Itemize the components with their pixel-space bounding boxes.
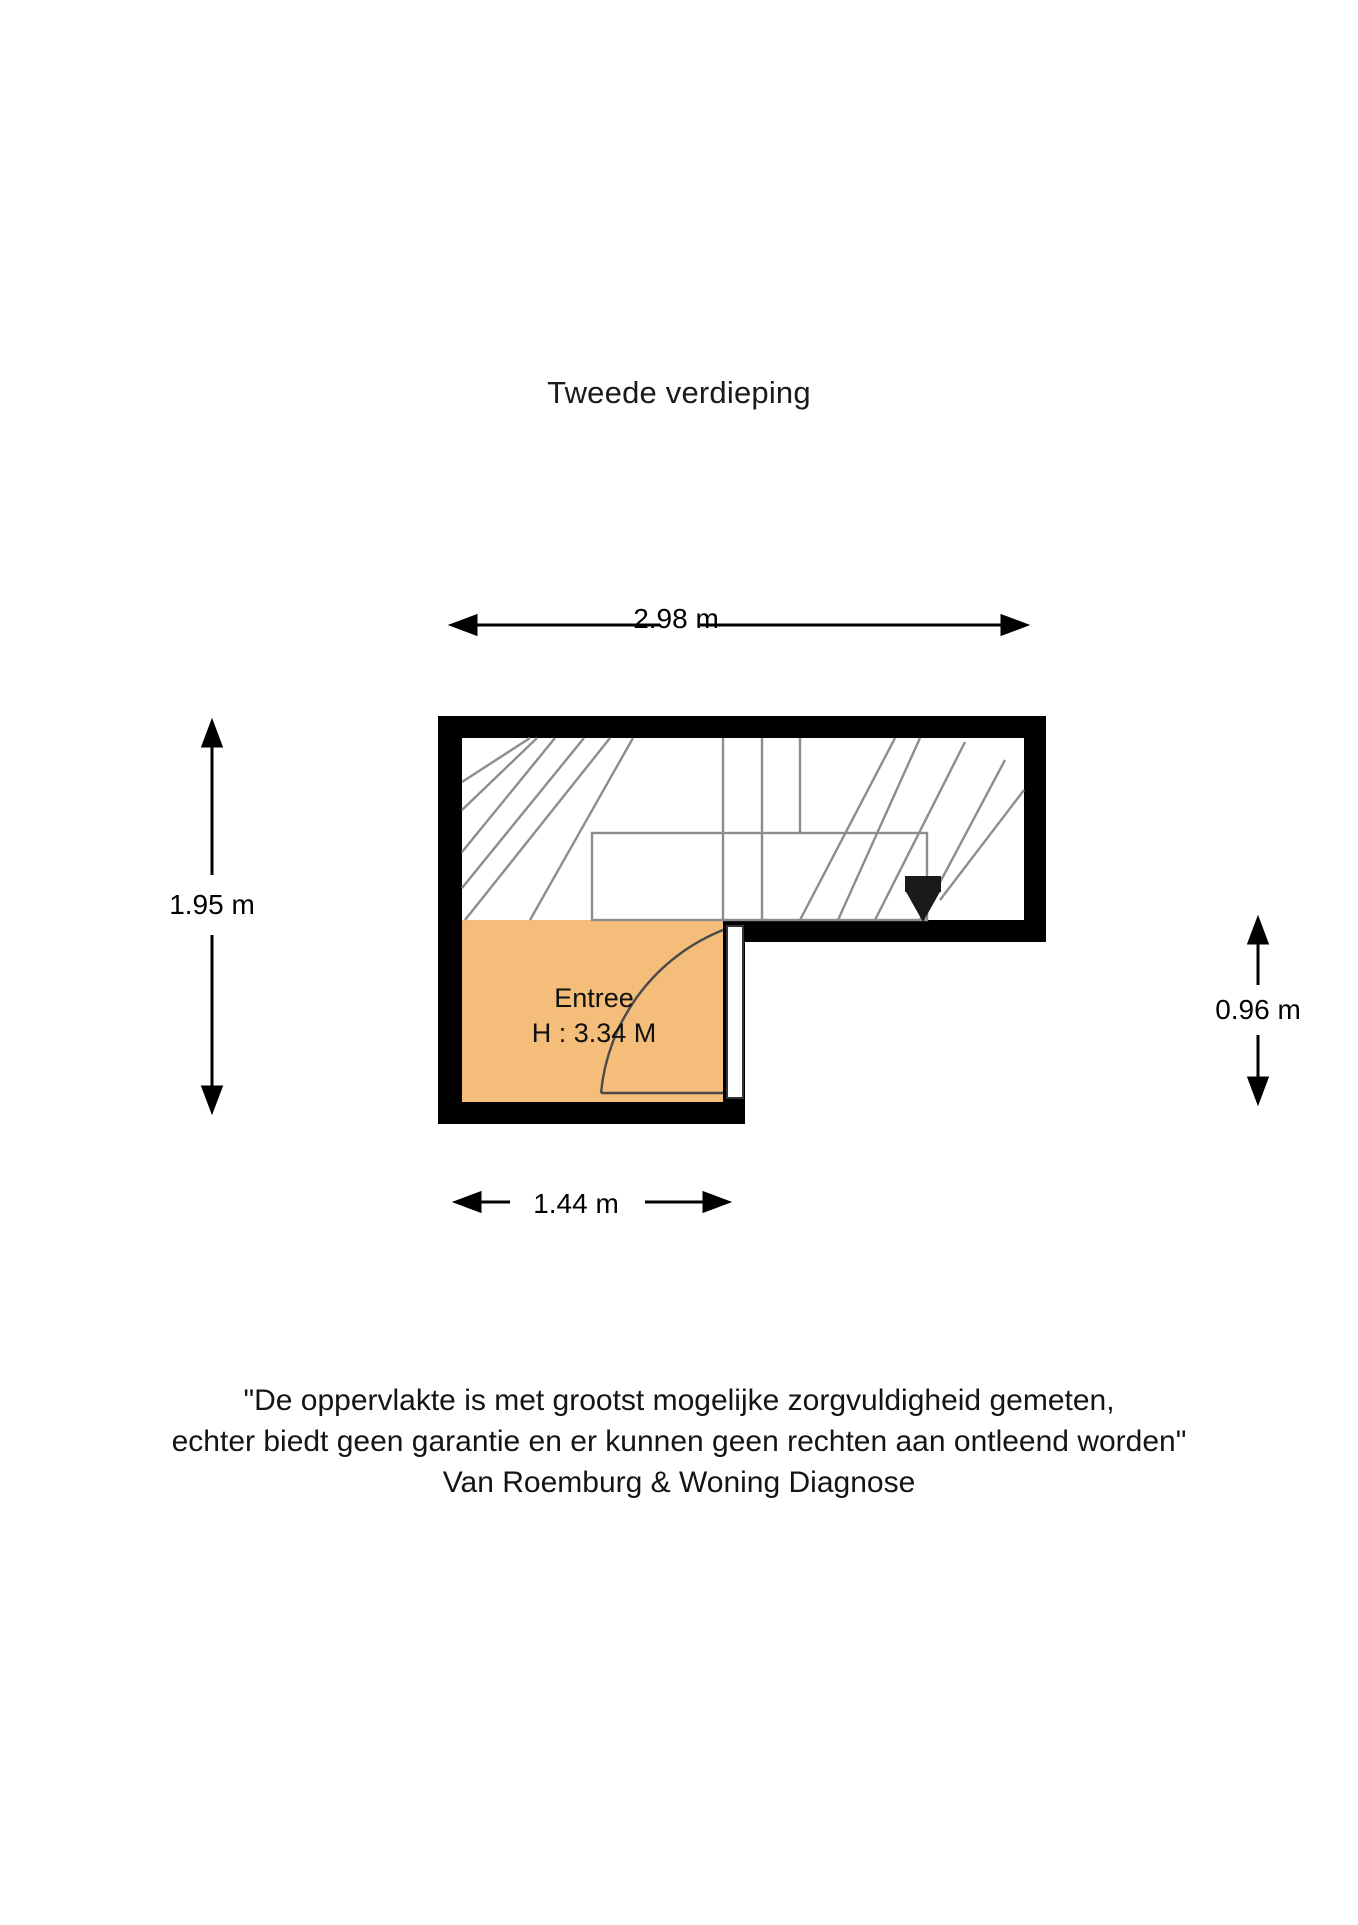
dimension-top	[452, 616, 1026, 634]
page-title: Tweede verdieping	[547, 375, 811, 410]
room-label-entree: Entree	[554, 983, 634, 1013]
dimension-label-right: 0.96 m	[1215, 994, 1301, 1025]
dimension-label-left: 1.95 m	[169, 889, 255, 920]
disclaimer-text	[0, 1380, 1358, 1503]
disclaimer-line-2: echter biedt geen garantie en er kunnen geen rechten aan ontleend worden"	[171, 1425, 1187, 1458]
dimension-label-top: 2.98 m	[633, 603, 719, 634]
disclaimer-line-3: Van Roemburg & Woning Diagnose	[442, 1466, 916, 1499]
dimension-label-bottom: 1.44 m	[533, 1188, 619, 1219]
disclaimer-line-1: "De oppervlakte is met grootst mogelijke zorgvuldigheid gemeten,	[243, 1384, 1115, 1417]
room-height-entree: H : 3.34 M	[531, 1018, 657, 1048]
